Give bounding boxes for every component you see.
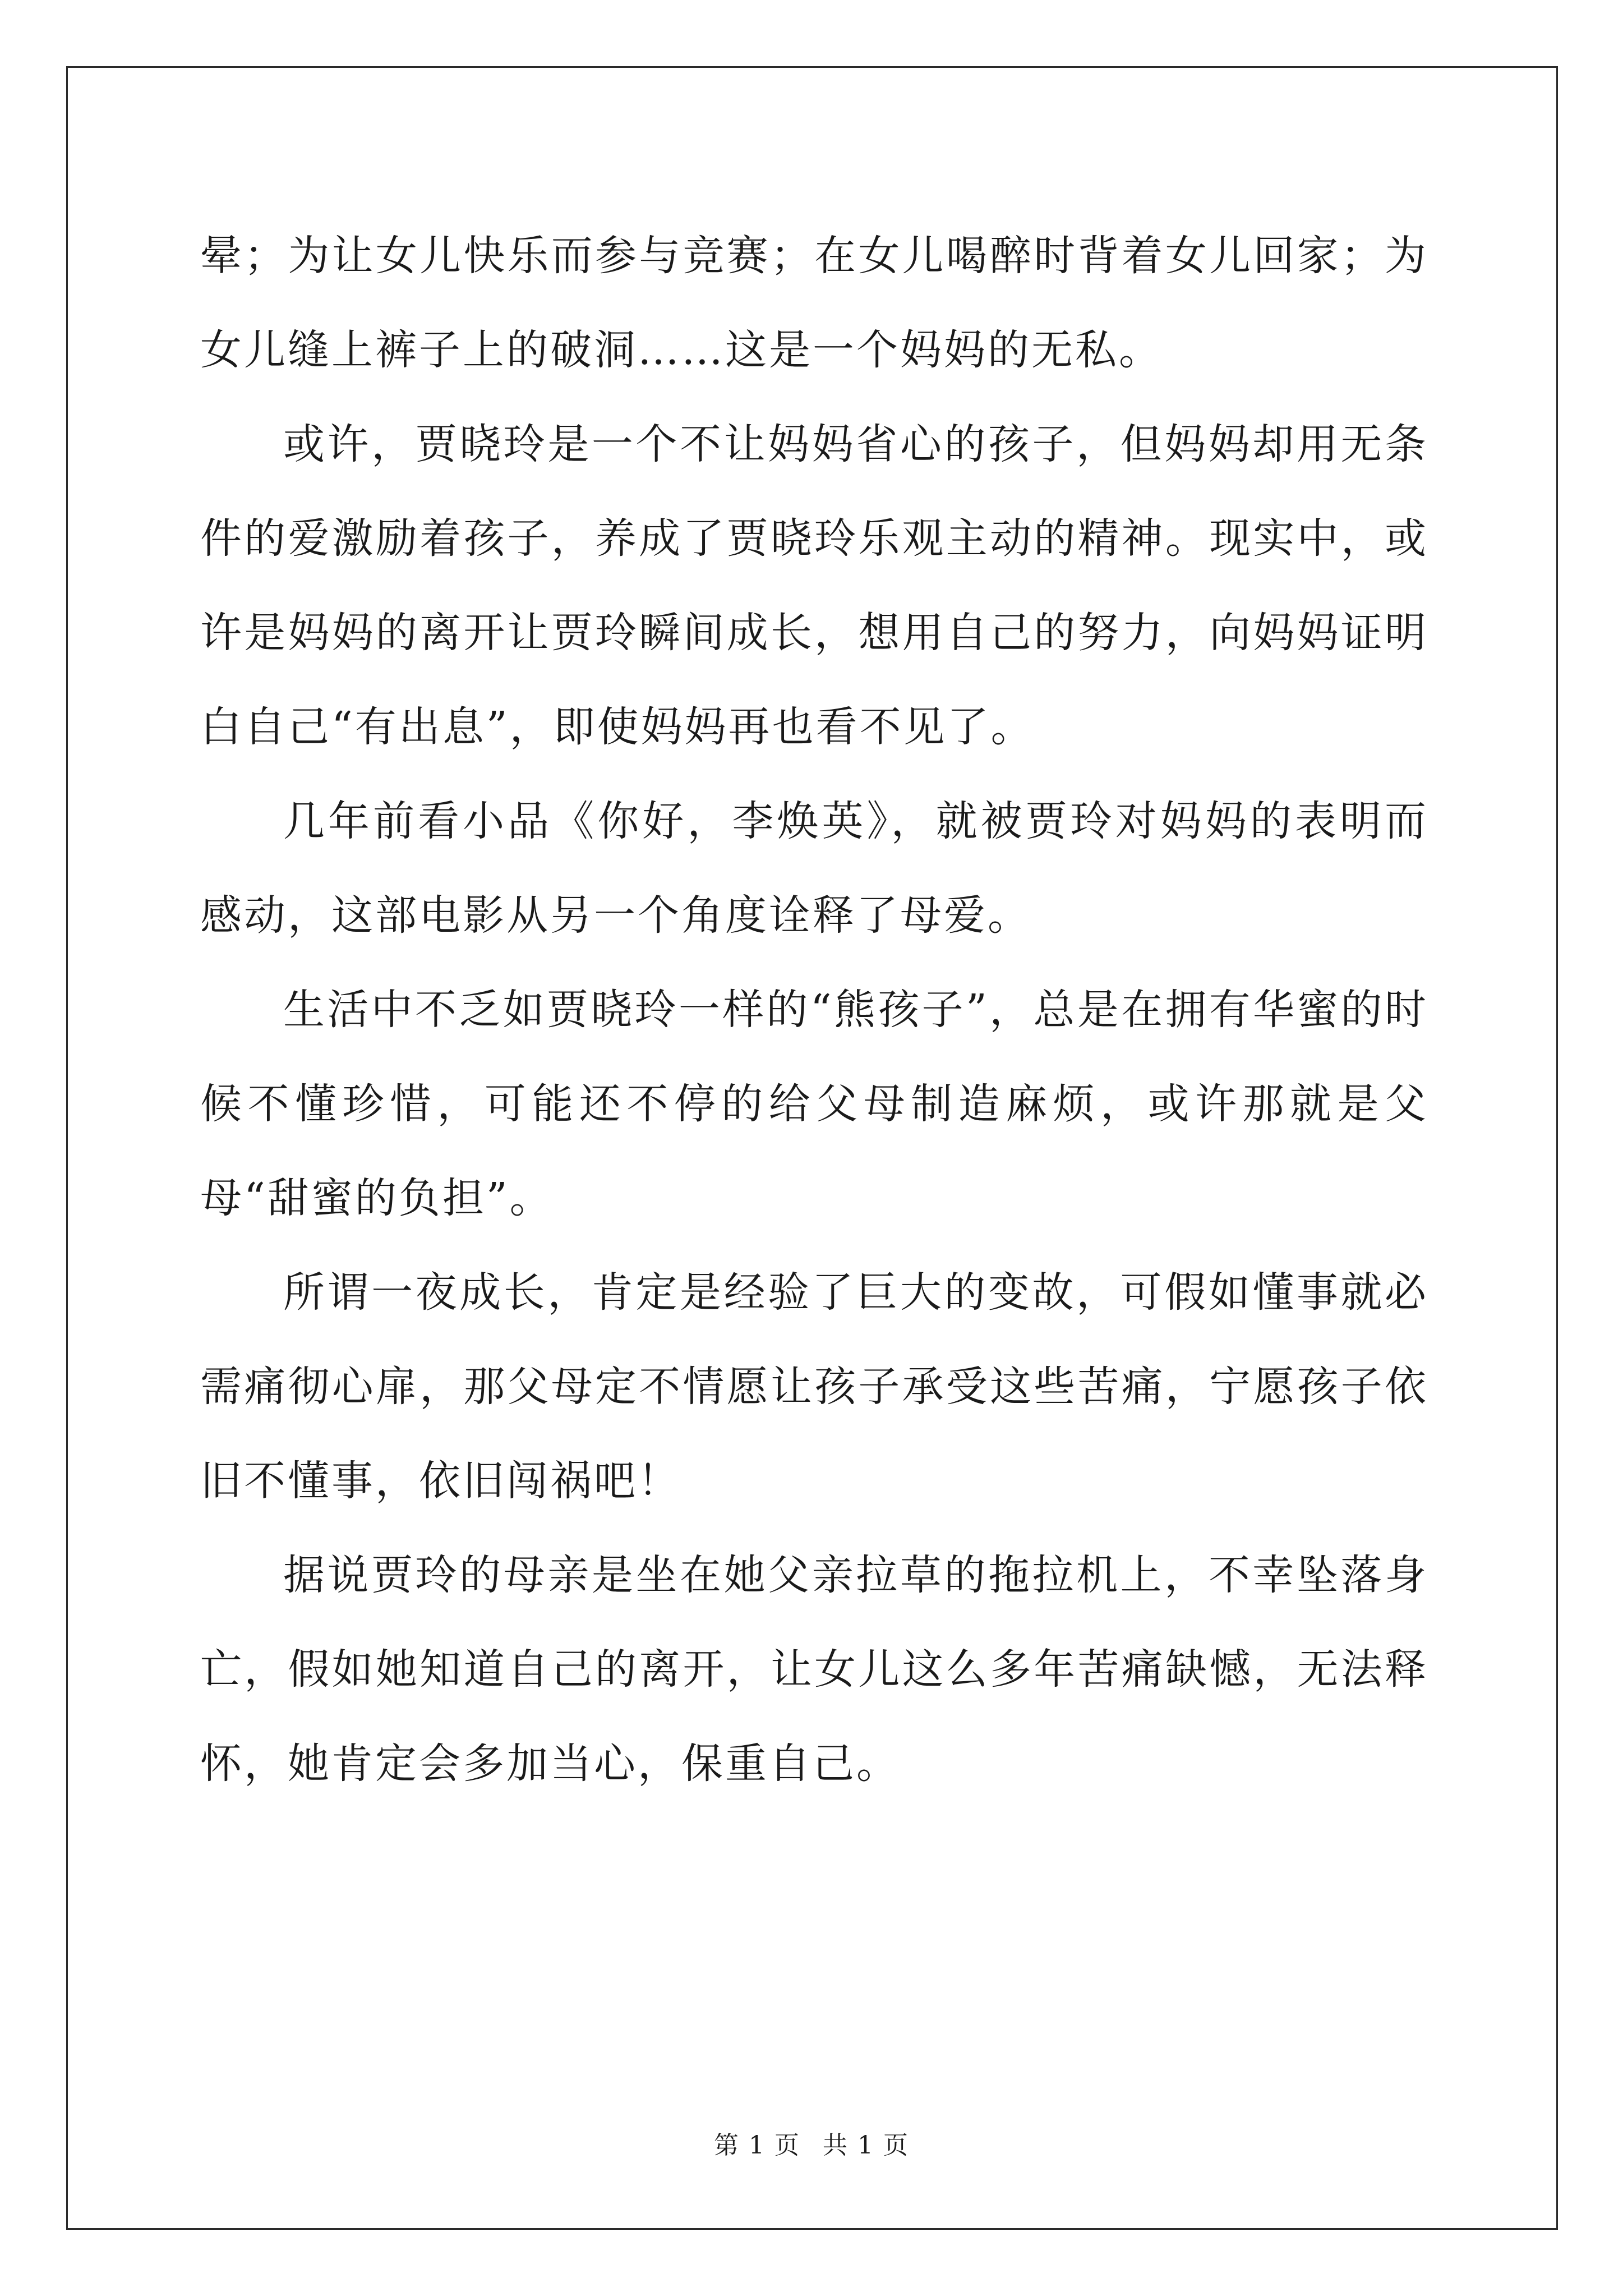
paragraph-4: 生活中不乏如贾晓玲一样的“熊孩子”，总是在拥有华蜜的时候不懂珍惜，可能还不停的给父母制造麻烦，或许那就是父母“甜蜜的负担”。 xyxy=(200,986,1428,1222)
paragraph-3: 几年前看小品《你好，李焕英》，就被贾玲对妈妈的表明而感动，这部电影从另一个角度诠释了母爱。 xyxy=(200,797,1428,940)
paragraph-1: 晕；为让女儿快乐而参与竞赛；在女儿喝醉时背着女儿回家；为女儿缝上裤子上的破洞……这是一个妈妈的无私。 xyxy=(200,232,1428,374)
document-body xyxy=(200,209,1428,1811)
paragraph-2: 或许，贾晓玲是一个不让妈妈省心的孩子，但妈妈却用无条件的爱激励着孩子，养成了贾晓玲乐观主动的精神。现实中，或许是妈妈的离开让贾玲瞬间成长，想用自己的努力，向妈妈证明白自己“有出息”，即使妈妈再也看不见了。 xyxy=(200,420,1428,751)
page-total: 共 1 页 xyxy=(823,2131,909,2160)
page-footer xyxy=(0,2125,1623,2161)
paragraph-6: 据说贾玲的母亲是坐在她父亲拉草的拖拉机上，不幸坠落身亡，假如她知道自己的离开，让女儿这么多年苦痛缺憾，无法释怀，她肯定会多加当心，保重自己。 xyxy=(200,1551,1428,1788)
page-number: 第 1 页 xyxy=(714,2131,800,2160)
paragraph-5: 所谓一夜成长，肯定是经验了巨大的变故，可假如懂事就必需痛彻心扉，那父母定不情愿让孩子承受这些苦痛，宁愿孩子依旧不懂事，依旧闯祸吧！ xyxy=(200,1268,1428,1505)
